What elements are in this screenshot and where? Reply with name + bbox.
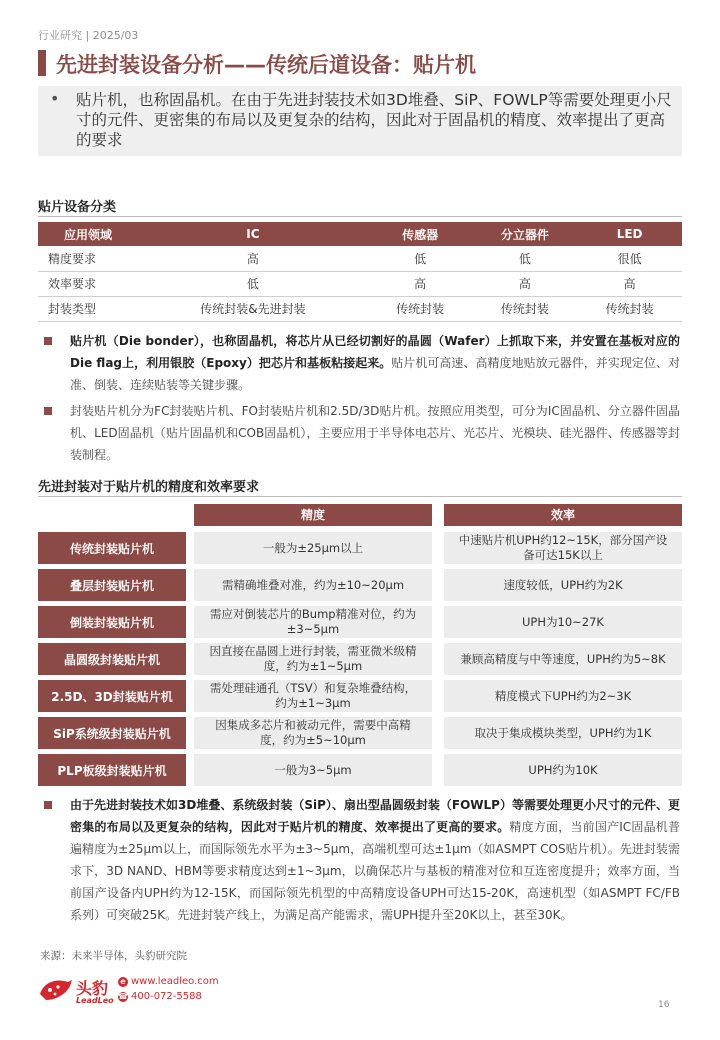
table-header-cell: LED [577,222,682,246]
column-header-efficiency: 效率 [444,504,682,526]
paragraph-text: 精度方面，当前国产IC固晶机普遍精度为±25μm以上，而国际领先水平为±3~5μm，高端机型可达±1μm（如ASMPT COS贴片机）。先进封装需求下，3D NAND、HBM等要求精度达到±1~3μm，以确保芯片与基板的精准对位和互连密度提升；效率方面，当前国产设备内UPH约为12-15K，而国际领先机型的中高精度设备UPH可达15-20K，高速机型（如ASMPT FC/FB系列）可突破25K。先进封装产线上，为满足高产能需求，需UPH提升至20K以上，甚至30K。 [70,820,680,922]
paragraph-types [40,400,680,466]
table-cell: 高 [577,271,682,296]
table-row-head: 封装类型 [38,296,138,321]
table-header-cell: 传感器 [368,222,473,246]
precision-cell: 一般为±25μm以上 [194,532,432,564]
phone-icon: ☎ [118,992,128,1001]
paragraph-text: 封装贴片机分为FC封装贴片机、FO封装贴片机和2.5D/3D贴片机。按照应用类型，可分为IC固晶机、分立器件固晶机、LED固晶机（贴片固晶机和COB固晶机），主要应用于半导体电芯片、光芯片、光模块、硅光器件、传感器等封装制程。 [70,404,680,462]
row-label: 传统封装贴片机 [38,532,186,564]
page-title: 先进封装设备分析——传统后道设备：贴片机 [56,53,476,77]
website-link[interactable] [118,976,219,987]
square-bullet-icon [44,407,52,415]
table-row [38,271,682,296]
table-header-cell: 分立器件 [473,222,578,246]
website-text: www.leadleo.com [131,976,219,987]
row-label: SiP系统级封装贴片机 [38,717,186,749]
square-bullet-icon [44,801,52,809]
brand-name-cn: 头豹 [76,979,109,998]
precision-cell: 一般为3~5μm [194,754,432,786]
section-divider [38,216,682,217]
table-cell: 高 [138,246,368,271]
section-divider [38,496,682,497]
bullet-icon: • [50,89,60,108]
table-row-head: 精度要求 [38,246,138,271]
paragraph-bold: 由于先进封装技术如3D堆叠、系统级封装（SiP）、扇出型晶圆级封装（FOWLP）等需要处理更小尺寸的元件、更密集的布局以及更复杂的结构，因此对于贴片机的精度、效率提出了更高的要求。 [70,798,680,834]
table-cell: 传统封装 [577,296,682,321]
comparison-row [38,569,682,601]
intro-text: 贴片机，也称固晶机。在由于先进封装技术如3D堆叠、SiP、FOWLP等需要处理更小尺寸的元件、更密集的布局以及更复杂的结构，因此对于固晶机的精度、效率提出了更高的要求 [76,91,672,149]
comparison-row [38,754,682,786]
web-icon: e [118,977,128,987]
row-label: 晶圆级封装贴片机 [38,643,186,675]
table-cell: 很低 [577,246,682,271]
comparison-row [38,680,682,712]
row-label: 2.5D、3D封装贴片机 [38,680,186,712]
comparison-row [38,532,682,564]
table-cell: 高 [473,271,578,296]
precision-cell: 因集成多芯片和被动元件，需要中高精度，约为±5~10μm [194,717,432,749]
square-bullet-icon [44,337,52,345]
paragraph-requirements [40,794,680,926]
row-label: 叠层封装贴片机 [38,569,186,601]
section-title-classification: 贴片设备分类 [38,200,117,215]
table-header-cell: 应用领域 [38,222,138,246]
comparison-row [38,606,682,638]
efficiency-cell: 速度较低，UPH约为2K [444,569,682,601]
table-cell: 传统封装 [473,296,578,321]
table-cell: 传统封装&先进封装 [138,296,368,321]
intro-box [38,86,682,156]
leopard-logo-icon [38,974,74,1004]
table-header-cell: IC [138,222,368,246]
brand-name-en: LeadLeo [76,996,114,1005]
table-row [38,246,682,271]
efficiency-cell: UPH为10~27K [444,606,682,638]
comparison-row [38,643,682,675]
precision-cell: 需处理硅通孔（TSV）和复杂堆叠结构，约为±1~3μm [194,680,432,712]
title-accent-bar [38,50,46,76]
phone-contact [118,991,202,1002]
table-cell: 高 [368,271,473,296]
classification-table [38,222,682,322]
column-header-precision: 精度 [194,504,432,526]
paragraph-text: 贴片机可高速、高精度地贴放元器件，并实现定位、对准、倒装、连续贴装等关键步骤。 [70,356,680,392]
row-label: PLP板级封装贴片机 [38,754,186,786]
page-number: 16 [658,1000,670,1010]
precision-cell: 需应对倒装芯片的Bump精准对位，约为±3~5μm [194,606,432,638]
report-category-date: 行业研究 | 2025/03 [38,29,139,42]
efficiency-cell: 精度模式下UPH约为2~3K [444,680,682,712]
table-header-row [38,222,682,246]
table-cell: 低 [368,246,473,271]
precision-cell: 因直接在晶圆上进行封装，需亚微米级精度，约为±1~5μm [194,643,432,675]
table-cell: 低 [473,246,578,271]
row-label: 倒装封装贴片机 [38,606,186,638]
efficiency-cell: 兼顾高精度与中等速度，UPH约为5~8K [444,643,682,675]
paragraph-die-bonder [40,330,680,396]
table-row-head: 效率要求 [38,271,138,296]
table-cell: 低 [138,271,368,296]
section-title-comparison: 先进封装对于贴片机的精度和效率要求 [38,480,260,495]
precision-cell: 需精确堆叠对准，约为±10~20μm [194,569,432,601]
table-row [38,296,682,321]
table-cell: 传统封装 [368,296,473,321]
paragraph-bold: 贴片机（Die bonder），也称固晶机，将芯片从已经切割好的晶圆（Wafer）上抓取下来，并安置在基板对应的Die flag上，利用银胶（Epoxy）把芯片和基板粘接起来。 [70,334,680,370]
source-note: 来源：未来半导体，头豹研究院 [40,950,187,962]
phone-text: 400-072-5588 [131,991,202,1002]
efficiency-cell: 中速贴片机UPH约12~15K，部分国产设备可达15K以上 [444,532,682,564]
comparison-row [38,717,682,749]
efficiency-cell: 取决于集成模块类型，UPH约为1K [444,717,682,749]
efficiency-cell: UPH约为10K [444,754,682,786]
